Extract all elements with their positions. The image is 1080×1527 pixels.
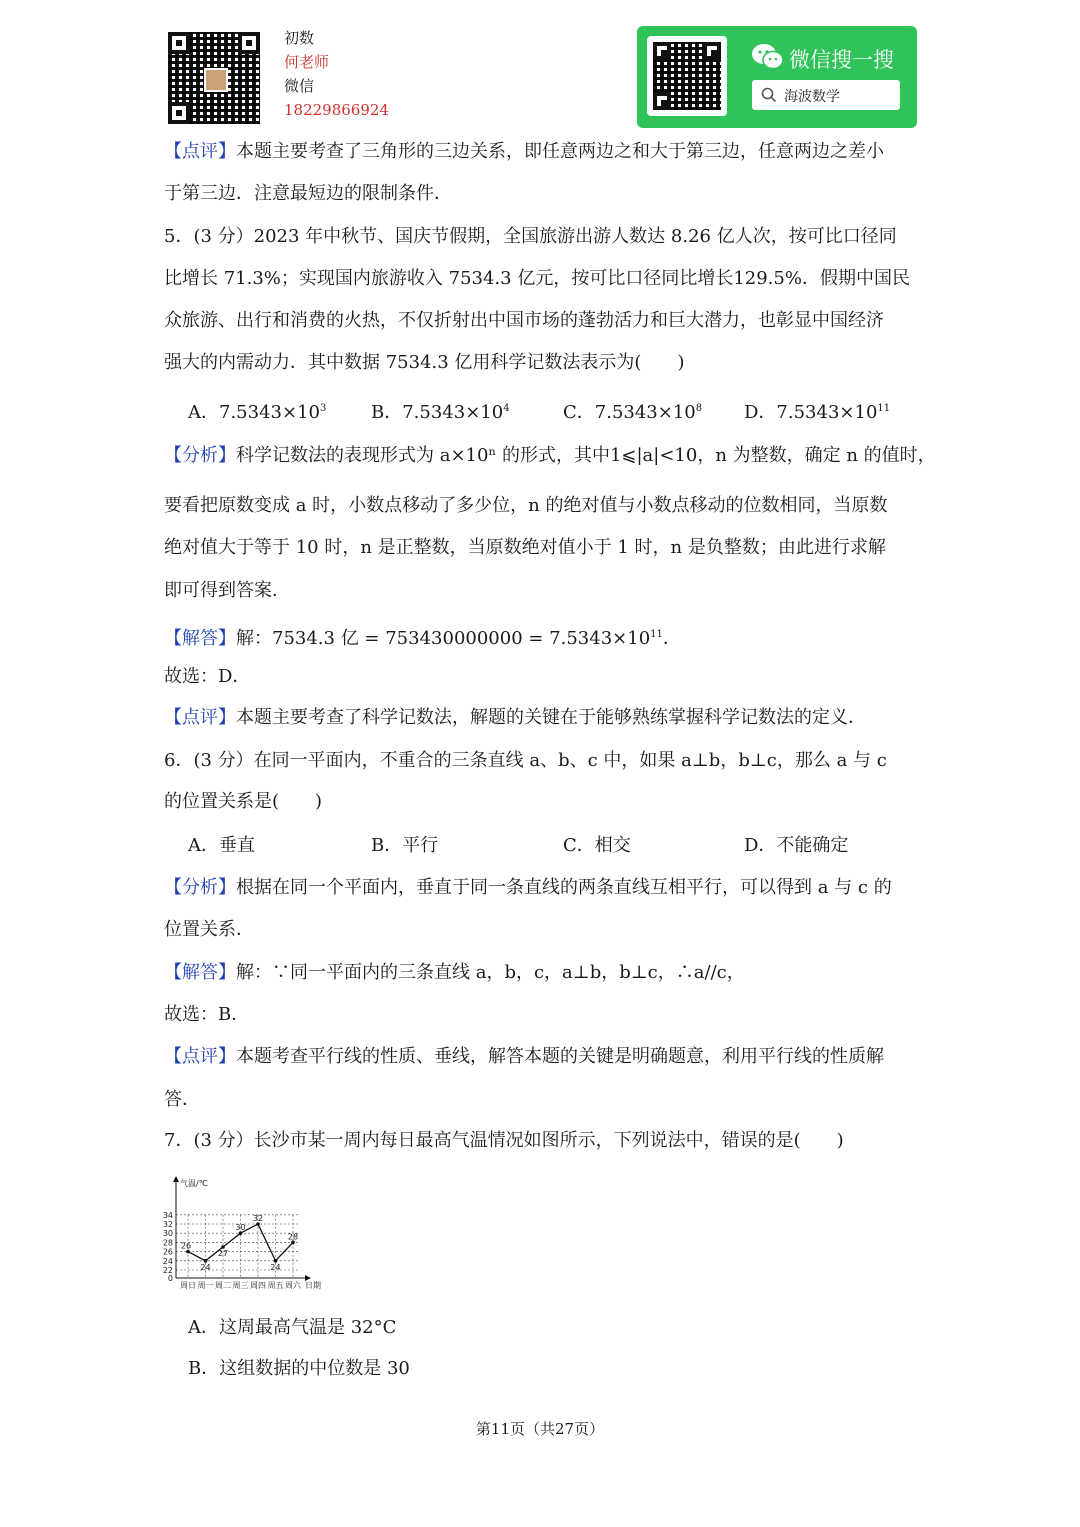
chart-data-label: 24 <box>200 1262 211 1272</box>
q5-comment: 【点评】本题主要考查了科学记数法，解题的关键在于能够熟练掌握科学记数法的定义． <box>164 707 866 728</box>
q6-analysis-line1: 【分析】根据在同一个平面内，垂直于同一条直线的两条直线互相平行，可以得到 a 与 c 的 <box>164 877 892 898</box>
chart-x-tick-label: 周六 <box>285 1281 301 1290</box>
q5-solution: 【解答】解：7534.3 亿 = $753430000000 = 7.5343\times 10^{11}$． <box>164 628 681 649</box>
q5-stem-line4: 强大的内需动力．其中数据 7534.3 亿用科学记数法表示为( ) <box>164 352 685 373</box>
q5-analysis-line3: 绝对值大于等于 10 时，n 是正整数，当原数绝对值小于 1 时，n 是负整数；由此进行求解 <box>164 537 886 558</box>
qr-avatar-icon <box>204 68 228 92</box>
q6-option-b: B．平行 <box>371 835 439 856</box>
q7-option-b: B．这组数据的中位数是 30 <box>188 1358 410 1379</box>
q6-solution: 【解答】解：∵同一平面内的三条直线 a，b，c，a⊥b，b⊥c，∴a//c， <box>164 962 745 983</box>
contact-line-3: 微信 <box>284 77 315 95</box>
chart-x-tick-label: 周一 <box>197 1281 214 1290</box>
chart-x-tick-label: 周日 <box>180 1281 196 1290</box>
q5-stem-line1: 5．(3 分）2023 年中秋节、国庆节假期，全国旅游出游人数达 8.26 亿人次，按可比口径同 <box>164 226 897 247</box>
q5-choice: 故选：D． <box>164 666 251 687</box>
q7-option-a: A．这周最高气温是 32°C <box>188 1317 397 1338</box>
chart-x-tick-label: 周二 <box>215 1281 231 1290</box>
q6-comment-line2: 答． <box>164 1089 200 1110</box>
wechat-title: 微信搜一搜 <box>789 48 894 72</box>
chart-x-tick-label: 周三 <box>232 1281 249 1290</box>
wechat-qr-code <box>647 36 727 116</box>
q5-stem-line2: 比增长 71.3%；实现国内旅游收入 7534.3 亿元，按可比口径同比增长129.5%．假期中国民 <box>164 268 910 289</box>
wechat-search-text: 海波数学 <box>784 89 840 105</box>
q6-analysis-line2: 位置关系． <box>164 919 254 940</box>
q5-option-a: A．$7.5343\times 10^3$ <box>188 402 327 423</box>
wechat-search-box[interactable] <box>752 80 900 110</box>
q6-stem-line1: 6．(3 分）在同一平面内，不重合的三条直线 a、b、c 中，如果 a⊥b，b⊥c，那么 a 与 c <box>164 750 887 771</box>
comment-text-line2: 于第三边．注意最短边的限制条件． <box>164 183 452 204</box>
q5-option-d: D．$7.5343\times 10^{11}$ <box>744 402 891 423</box>
contact-line-1: 初数 <box>284 29 315 47</box>
contact-phone: 18229866924 <box>284 101 389 119</box>
chart-data-label: 32 <box>252 1214 264 1223</box>
q6-option-c: C．相交 <box>563 835 631 856</box>
q6-stem-line2: 的位置关系是( ) <box>164 791 323 812</box>
chart-x-axis-label: 日期 <box>305 1281 321 1290</box>
comment-text: 本题主要考查了三角形的三边关系，即任意两边之和大于第三边，任意两边之差小 <box>236 141 884 162</box>
q6-option-d: D．不能确定 <box>744 835 849 856</box>
chart-data-label: 24 <box>270 1262 281 1272</box>
q7-stem: 7．(3 分）长沙市某一周内每日最高气温情况如图所示，下列说法中，错误的是( ) <box>164 1130 844 1151</box>
q6-choice: 故选：B． <box>164 1004 250 1025</box>
comment-tag: 【点评】 <box>164 141 236 162</box>
chart-data-label: 28 <box>287 1232 299 1242</box>
chart-y-tick-label: 0 <box>167 1274 173 1283</box>
q6-option-a: A．垂直 <box>188 835 255 856</box>
q5-analysis-line1: 【分析】科学记数法的表现形式为 a×10ⁿ 的形式，其中1⩽|a|<10，n 为整数，确定 n 的值时， <box>164 445 936 466</box>
chart-y-tick-label: 26 <box>162 1247 173 1257</box>
comment-paragraph <box>164 141 884 163</box>
wechat-search-banner[interactable] <box>637 26 917 128</box>
chart-y-axis-label: 气温/℃ <box>180 1179 208 1188</box>
chart-y-tick-label: 28 <box>162 1238 173 1248</box>
search-icon <box>761 87 777 103</box>
chart-y-tick-label: 34 <box>162 1210 173 1220</box>
chart-x-tick-label: 周五 <box>267 1281 284 1290</box>
chart-y-tick-label: 32 <box>162 1220 173 1229</box>
chart-data-label: 26 <box>180 1241 192 1251</box>
chart-data-label: 30 <box>235 1223 246 1233</box>
qr-code-left <box>168 32 260 124</box>
q5-option-c: C．$7.5343\times 10^8$ <box>563 402 703 423</box>
q6-comment-line1: 【点评】本题考查平行线的性质、垂线，解答本题的关键是明确题意，利用平行线的性质解 <box>164 1046 884 1067</box>
q5-analysis-line2: 要看把原数变成 a 时，小数点移动了多少位，n 的绝对值与小数点移动的位数相同，当原数 <box>164 495 888 516</box>
wechat-logo-icon <box>751 42 785 72</box>
chart-y-tick-label: 30 <box>162 1229 173 1239</box>
contact-line-2: 何老师 <box>284 53 330 71</box>
chart-y-tick-label: 24 <box>162 1256 173 1266</box>
chart-x-tick-label: 周四 <box>250 1281 266 1290</box>
chart-y-tick-label: 22 <box>162 1266 173 1275</box>
q5-analysis-line4: 即可得到答案． <box>164 580 290 601</box>
page-footer: 第11页（共27页） <box>475 1420 605 1438</box>
temperature-line-chart <box>160 1175 340 1293</box>
q5-option-b: B．$7.5343\times 10^4$ <box>371 402 510 423</box>
chart-y-arrow-icon <box>173 1176 179 1182</box>
q5-stem-line3: 众旅游、出行和消费的火热，不仅折射出中国市场的蓬勃活力和巨大潜力，也彰显中国经济 <box>164 310 884 331</box>
chart-data-label: 27 <box>217 1249 229 1258</box>
